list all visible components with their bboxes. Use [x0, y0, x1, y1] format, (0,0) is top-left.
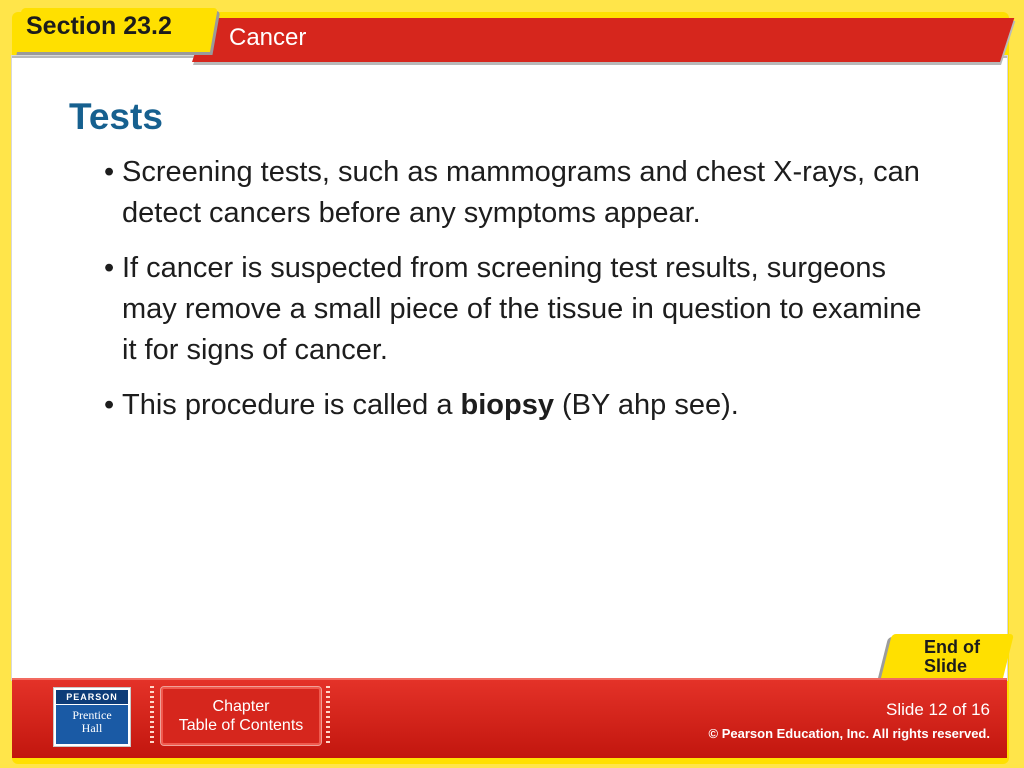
dotted-divider	[150, 686, 154, 744]
pearson-prentice-hall-logo[interactable]	[54, 688, 130, 746]
bullet-item	[104, 248, 924, 371]
end-of-slide-label[interactable]: End of Slide	[924, 637, 980, 676]
bullet-marker: •	[104, 389, 115, 421]
key-term: biopsy	[460, 389, 554, 421]
slide-heading: Tests	[69, 96, 163, 137]
chapter-title: Cancer	[229, 24, 307, 51]
bullet-text: Screening tests, such as mammograms and chest X-rays, can detect cancers before any symptoms appear.	[122, 156, 920, 229]
bullet-marker: •	[104, 252, 115, 284]
section-label: Section 23.2	[26, 12, 172, 40]
bullet-item	[104, 385, 924, 426]
bullet-list	[104, 152, 924, 440]
logo-pearson-text: PEARSON	[56, 690, 128, 705]
header-band	[192, 18, 1014, 62]
bullet-item	[104, 152, 924, 234]
logo-prentice-hall-text: Prentice Hall	[72, 708, 112, 735]
copyright-notice: © Pearson Education, Inc. All rights reserved.	[708, 726, 990, 741]
dotted-divider	[326, 686, 330, 744]
bullet-marker: •	[104, 156, 115, 188]
bullet-text: If cancer is suspected from screening test results, surgeons may remove a small piece of the tissue in question to examine it for signs of cancer.	[122, 252, 922, 366]
chapter-toc-button[interactable]: Chapter Table of Contents	[160, 686, 322, 746]
bullet-text-after: (BY ahp see).	[553, 389, 739, 421]
bullet-text-before: This procedure is called a	[122, 389, 461, 421]
slide-counter: Slide 12 of 16	[886, 700, 990, 719]
